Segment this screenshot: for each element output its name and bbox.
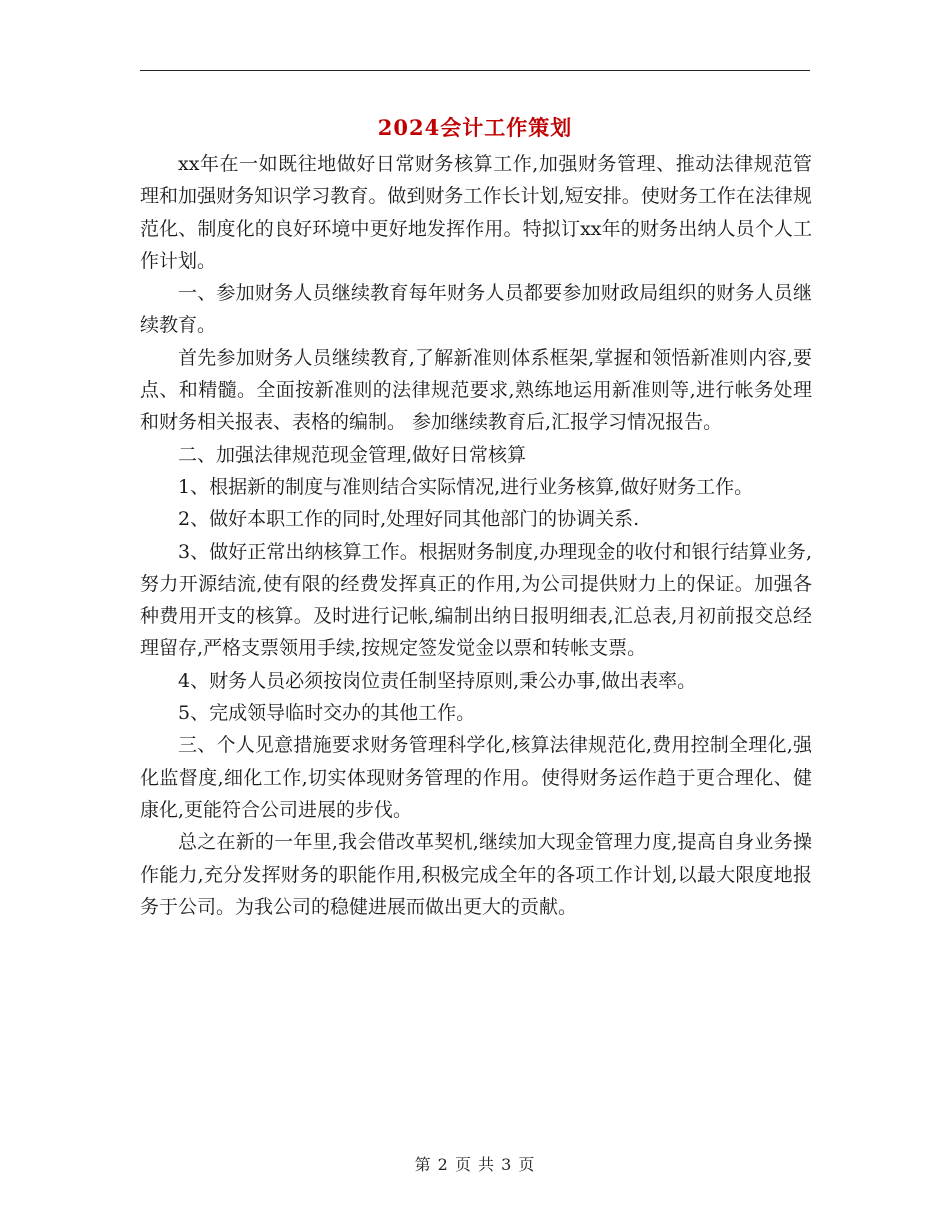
paragraph-section-1-heading: 一、参加财务人员继续教育每年财务人员都要参加财政局组织的财务人员继续教育。 <box>140 282 812 337</box>
paragraph-section-1-body: 首先参加财务人员继续教育,了解新准则体系框架,掌握和领悟新准则内容,要点、和精髓。全面按新准则的法律规范要求,熟练地运用新准则等,进行帐务处理和财务相关报表、表格的编制。 参加继续教育后,汇报学习情况报告。 <box>140 346 812 434</box>
page-number-footer: 第 2 页 共 3 页 <box>414 1155 536 1174</box>
paragraph-conclusion: 总之在新的一年里,我会借改革契机,继续加大现金管理力度,提高自身业务操作能力,充分发挥财务的职能作用,积极完成全年的各项工作计划,以最大限度地报务于公司。为我公司的稳健进展而做出更大的贡献。 <box>140 831 812 918</box>
document-body <box>140 148 812 923</box>
paragraph-item-5: 5、完成领导临时交办的其他工作。 <box>178 702 476 725</box>
paragraph-item-1: 1、根据新的制度与准则结合实际情况,进行业务核算,做好财务工作。 <box>178 475 754 498</box>
paragraph-section-2-heading: 二、加强法律规范现金管理,做好日常核算 <box>178 443 527 466</box>
paragraph-intro: xx年在一如既往地做好日常财务核算工作,加强财务管理、推动法律规范管理和加强财务知识学习教育。做到财务工作长计划,短安排。使财务工作在法律规范化、制度化的良好环境中更好地发挥作用。特拟订xx年的财务出纳人员个人工作计划。 <box>140 153 812 272</box>
document-title: 2024会计工作策划 <box>377 115 573 140</box>
header-rule <box>140 70 810 71</box>
paragraph-item-4: 4、财务人员必须按岗位责任制坚持原则,秉公办事,做出表率。 <box>178 669 697 692</box>
paragraph-item-3: 3、做好正常出纳核算工作。根据财务制度,办理现金的收付和银行结算业务,努力开源结流,使有限的经费发挥真正的作用,为公司提供财力上的保证。加强各种费用开支的核算。及时进行记帐,编制出纳日报明细表,汇总表,月初前报交总经理留存,严格支票领用手续,按规定签发觉金以票和转帐支票。 <box>140 540 812 660</box>
paragraph-item-2: 2、做好本职工作的同时,处理好同其他部门的协调关系. <box>178 508 640 531</box>
paragraph-section-3: 三、个人见意措施要求财务管理科学化,核算法律规范化,费用控制全理化,强化监督度,细化工作,切实体现财务管理的作用。使得财务运作趋于更合理化、健康化,更能符合公司进展的步伐。 <box>140 734 812 821</box>
